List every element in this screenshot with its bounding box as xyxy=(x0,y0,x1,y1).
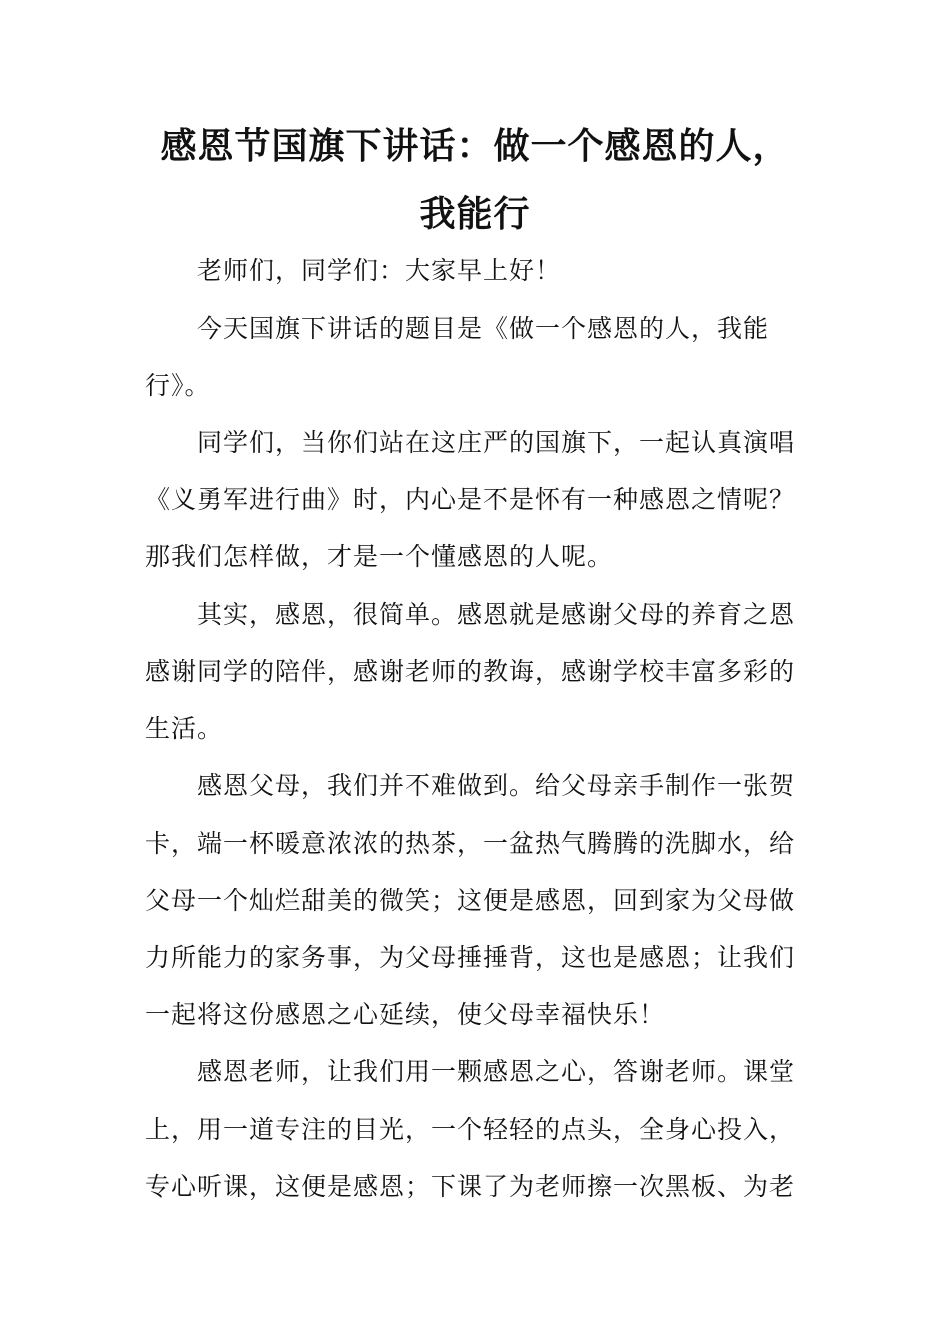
body-line: 行》。 xyxy=(145,371,211,400)
body-line: 感恩老师，让我们用一颗感恩之心，答谢老师。课堂 xyxy=(197,1057,796,1086)
body-line: 那我们怎样做，才是一个懂感恩的人呢。 xyxy=(145,542,614,571)
body-line: 上，用一道专注的目光，一个轻轻的点头，全身心投入， xyxy=(145,1115,796,1144)
document-title xyxy=(140,112,810,248)
body-line: 同学们，当你们站在这庄严的国旗下，一起认真演唱 xyxy=(197,428,796,457)
body-line: 今天国旗下讲话的题目是《做一个感恩的人，我能 xyxy=(197,314,770,343)
body-line: 一起将这份感恩之心延续，使父母幸福快乐！ xyxy=(145,1000,666,1029)
body-line: 专心听课，这便是感恩；下课了为老师擦一次黑板、为老 xyxy=(145,1172,796,1201)
body-line: 感谢同学的陪伴，感谢老师的教诲，感谢学校丰富多彩的 xyxy=(145,657,796,686)
body-line: 老师们，同学们：大家早上好！ xyxy=(197,256,562,285)
body-line: 卡，端一杯暖意浓浓的热茶，一盆热气腾腾的洗脚水，给 xyxy=(145,829,796,858)
body-line: 父母一个灿烂甜美的微笑；这便是感恩，回到家为父母做 xyxy=(145,886,796,915)
title-line-1: 感恩节国旗下讲话：做一个感恩的人， xyxy=(160,125,790,167)
body-line: 其实，感恩，很简单。感恩就是感谢父母的养育之恩 xyxy=(197,600,796,629)
title-line-2: 我能行 xyxy=(419,193,531,235)
body-line: 《义勇军进行曲》时，内心是不是怀有一种感恩之情呢？ xyxy=(145,485,796,514)
body-line: 感恩父母，我们并不难做到。给父母亲手制作一张贺 xyxy=(197,771,796,800)
body-line: 力所能力的家务事，为父母捶捶背，这也是感恩；让我们 xyxy=(145,943,796,972)
body-line: 生活。 xyxy=(145,714,224,743)
